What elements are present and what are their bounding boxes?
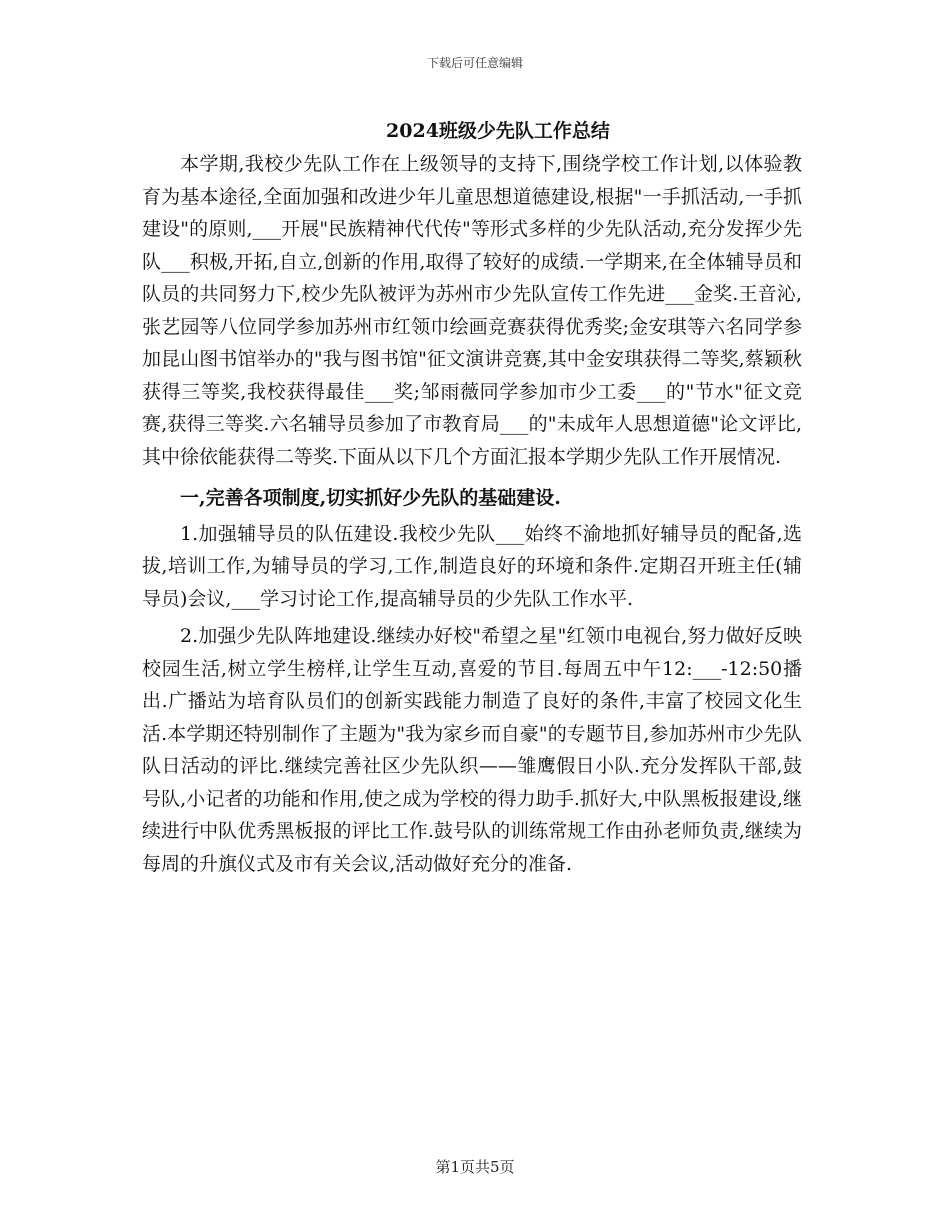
page-number: 第1页共5页	[435, 1158, 515, 1176]
section-heading: 一,完善各项制度,切实抓好少先队的基础建设.	[180, 487, 561, 509]
section-paragraph-2: 2.加强少先队阵地建设.继续办好校"希望之星"红领巾电视台,努力做好反映校园生活,树立学生榜样,让学生互动,喜爱的节目.每周五中午12:___-12:50播出.广播站为培育队员们的创新实践能力制造了良好的条件,丰富了校园文化生活.本学期还特别制作了主题为"我为家乡而自豪"的专题节目,参加苏州市少先队队日活动的评比.继续完善社区少先队织——雏鹰假日小队.充分发挥队干部,鼓号队,小记者的功能和作用,使之成为学校的得力助手.抓好大,中队黑板报建设,继续进行中队优秀黑板报的评比工作.鼓号队的训练常规工作由孙老师负责,继续为每周的升旗仪式及市有关会议,活动做好充分的准备.	[142, 625, 802, 875]
section-paragraph-1: 1.加强辅导员的队伍建设.我校少先队___始终不渝地抓好辅导员的配备,选拔,培训工作,为辅导员的学习,工作,制造良好的环境和条件.定期召开班主任(辅导员)会议,___学习讨论工作,提高辅导员的少先队工作水平.	[142, 522, 802, 610]
document-body	[142, 148, 802, 880]
intro-paragraph: 本学期,我校少先队工作在上级领导的支持下,围绕学校工作计划,以体验教育为基本途径,全面加强和改进少年儿童思想道德建设,根据"一手抓活动,一手抓建设"的原则,___开展"民族精神代代传"等形式多样的少先队活动,充分发挥少先队___积极,开拓,自立,创新的作用,取得了较好的成绩.一学期来,在全体辅导员和队员的共同努力下,校少先队被评为苏州市少先队宣传工作先进___金奖.王音沁,张艺园等八位同学参加苏州市红领巾绘画竞赛获得优秀奖;金安琪等六名同学参加昆山图书馆举办的"我与图书馆"征文演讲竞赛,其中金安琪获得二等奖,蔡颖秋获得三等奖,我校获得最佳___奖;邹雨薇同学参加市少工委___的"节水"征文竞赛,获得三等奖.六名辅导员参加了市教育局___的"未成年人思想道德"论文评比,其中徐依能获得二等奖.下面从以下几个方面汇报本学期少先队工作开展情况.	[142, 153, 802, 468]
document-title: 2024班级少先队工作总结	[386, 120, 610, 142]
page-header-note: 下载后可任意编辑	[426, 56, 523, 70]
